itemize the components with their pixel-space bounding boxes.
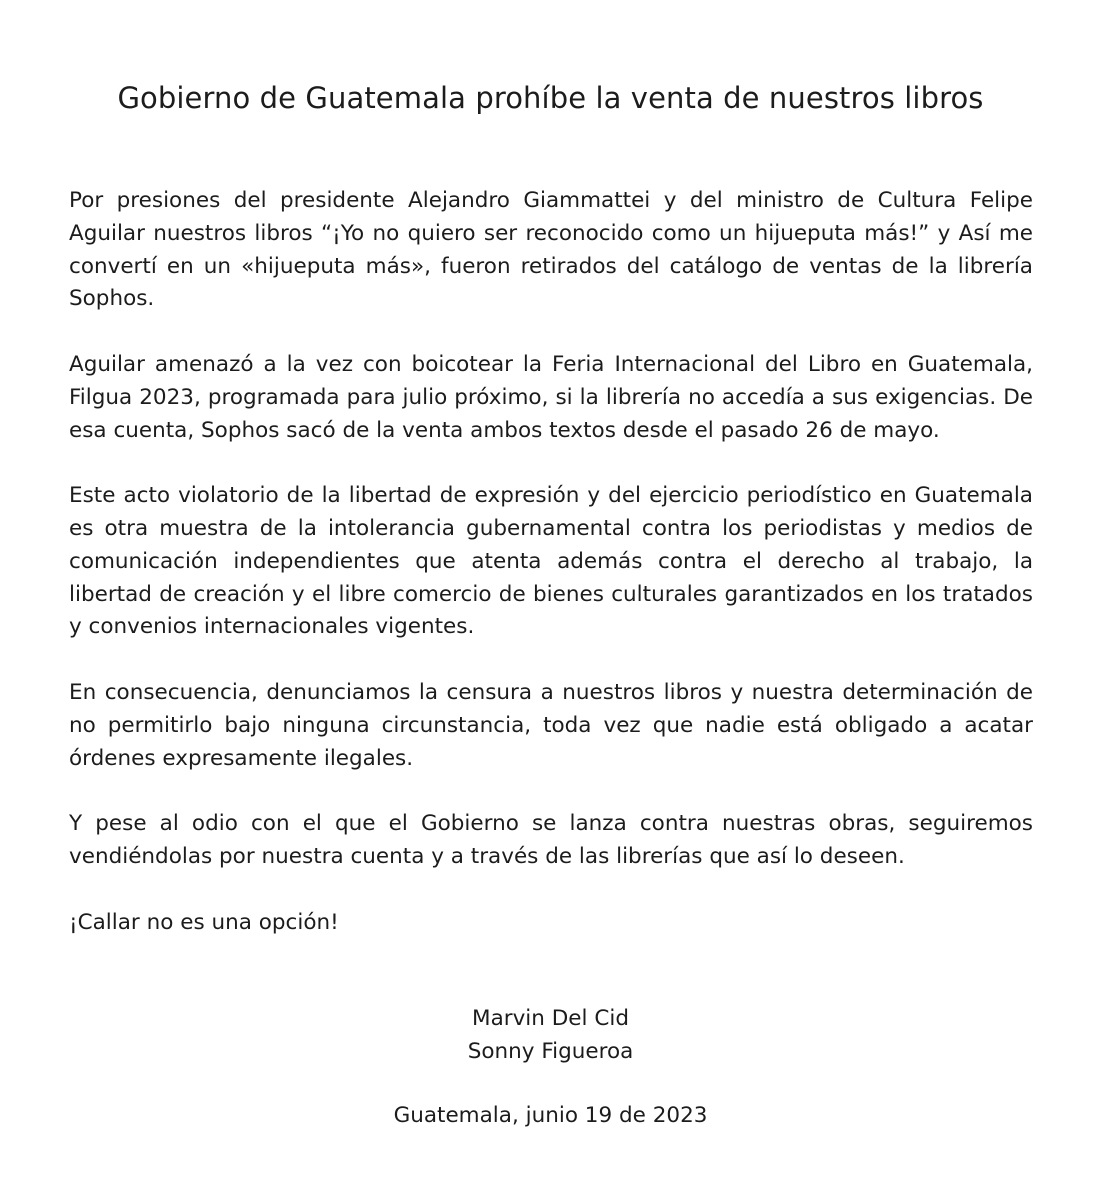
- place-date: Guatemala, junio 19 de 2023: [393, 1103, 708, 1128]
- document-title: Gobierno de Guatemala prohíbe la venta de nuestros libros: [117, 81, 984, 115]
- signature-name: Sonny Figueroa: [467, 1038, 634, 1064]
- signature-name: Marvin Del Cid: [472, 1006, 629, 1031]
- paragraph: En consecuencia, denunciamos la censura a nuestros libros y nuestra determinación de no permitirlo bajo ninguna circunstancia, toda vez que nadie está obligado a acatar órdenes expresamente ilegales.: [69, 679, 1033, 771]
- closing-line: ¡Callar no es una opción!: [69, 909, 339, 935]
- paragraph: Este acto violatorio de la libertad de expresión y del ejercicio periodístico en Guatemala es otra muestra de la intolerancia gubernamental contra los periodistas y medios de comunicación independientes que atenta además contra el derecho al trabajo, la libertad de creación y el libre comercio de bienes culturales garantizados en los tratados y convenios internacionales vigentes.: [69, 483, 1033, 640]
- paragraph: Por presiones del presidente Alejandro Giammattei y del ministro de Cultura Felipe Aguilar nuestros libros “¡Yo no quiero ser reconocido como un hijueputa más!” y Así me convertí en un «hijueputa más», fueron retirados del catálogo de ventas de la librería Sophos.: [69, 188, 1033, 312]
- signature-block: [0, 1003, 1101, 1069]
- paragraph: Aguilar amenazó a la vez con boicotear la Feria Internacional del Libro en Guatemala, Filgua 2023, programada para julio próximo, si la librería no accedía a sus exigencias. De esa cuenta, Sophos sacó de la venta ambos textos desde el pasado 26 de mayo.: [69, 351, 1033, 443]
- paragraph: Y pese al odio con el que el Gobierno se lanza contra nuestras obras, seguiremos vendiéndolas por nuestra cuenta y a través de las librerías que así lo deseen.: [69, 811, 1033, 869]
- document-body: [69, 185, 1033, 939]
